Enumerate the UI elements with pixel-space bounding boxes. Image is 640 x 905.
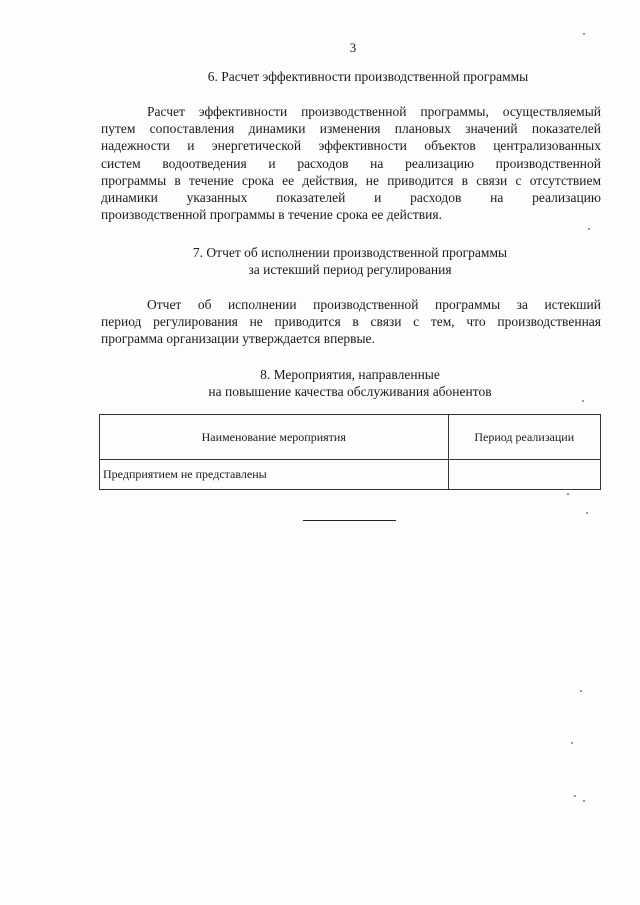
table-row <box>100 460 601 490</box>
scan-speck <box>583 33 585 35</box>
paragraph-line: путем сопоставления динамики изменения плановых значений показателей <box>101 121 601 137</box>
section-8-title <box>100 366 600 400</box>
scan-speck <box>571 742 573 744</box>
scan-speck <box>574 795 576 797</box>
table-header-row <box>100 415 601 460</box>
scan-speck <box>583 800 585 802</box>
section-7-title-line-2: за истекший период регулирования <box>248 262 452 277</box>
paragraph-line: систем водоотведения и расходов на реализацию производственной <box>101 155 601 171</box>
section-6-paragraph <box>101 103 601 223</box>
paragraph-line: программа организации утверждается впервые. <box>101 331 375 347</box>
table-cell-measure-name: Предприятием не представлены <box>100 460 449 490</box>
scan-speck <box>580 690 582 692</box>
page-number: 3 <box>349 40 357 55</box>
paragraph-line: период регулирования не приводится в связи с тем, что производственная <box>101 314 601 330</box>
end-divider-line <box>303 520 396 521</box>
paragraph-line: надежности и энергетической эффективности объектов централизованных <box>101 138 601 154</box>
scan-speck <box>588 228 590 230</box>
table-header-period: Период реализации <box>448 415 601 460</box>
paragraph-line: Расчет эффективности производственной программы, осуществляемый <box>147 104 601 119</box>
scan-speck <box>586 512 588 514</box>
section-8-title-line-1: 8. Мероприятия, направленные <box>260 367 440 382</box>
paragraph-line: динамики указанных показателей и расходов на реализацию <box>101 190 601 206</box>
table-cell-period <box>448 460 601 490</box>
section-8-title-line-2: на повышение качества обслуживания абонентов <box>208 384 492 399</box>
table-header-measure-name: Наименование мероприятия <box>100 415 449 460</box>
measures-table <box>99 414 601 490</box>
section-7-title-line-1: 7. Отчет об исполнении производственной программы <box>192 245 508 260</box>
paragraph-line: производственной программы в течение срока ее действия. <box>101 207 442 223</box>
paragraph-line: Отчет об исполнении производственной программы за истекший <box>147 297 601 312</box>
section-7-title <box>100 244 600 278</box>
scan-speck <box>582 400 584 402</box>
paragraph-line: программы в течение срока ее действия, не приводится в связи с отсутствием <box>101 172 601 188</box>
section-7-paragraph <box>101 296 601 348</box>
scan-speck <box>567 493 569 495</box>
section-6-title: 6. Расчет эффективности производственной программы <box>207 69 529 84</box>
